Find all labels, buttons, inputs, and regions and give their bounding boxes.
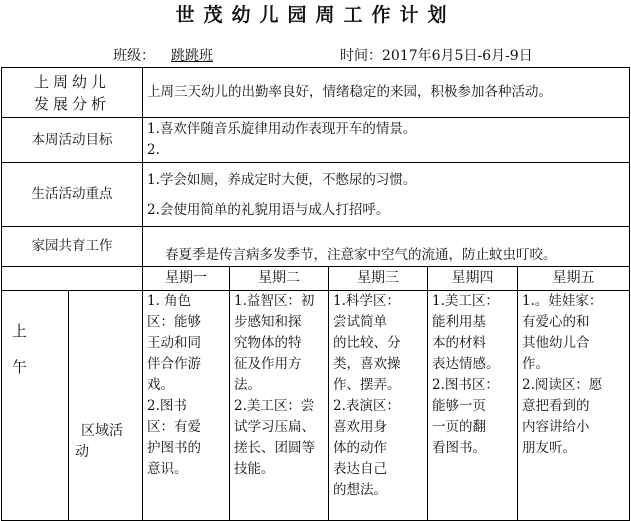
last-week-label-line1: 上周幼儿 xyxy=(34,72,111,91)
life-item: 1.学会如厕，养成定时大便，不憋尿的习惯。 xyxy=(147,171,417,188)
class-label: 班级： xyxy=(113,48,155,64)
day-monday: 星期一 xyxy=(143,267,230,291)
area-line1: 区域活 xyxy=(81,423,123,439)
home-content: 春夏季是传言病多发季节，注意家中空气的流通，防止蚊虫叮咬。 xyxy=(143,227,630,267)
row-days xyxy=(2,267,630,291)
cell-tuesday-text: 1.益智区：初 步感知和探 究物体的特 征及作用方 法。 2.美工区：尝 试学习压扁、 搓长、团圆等 技能。 xyxy=(234,293,316,477)
last-week-label-line2: 发展分析 xyxy=(34,94,111,113)
days-corner xyxy=(2,267,143,291)
goals-content xyxy=(143,118,630,163)
day-tuesday: 星期二 xyxy=(230,267,329,291)
cell-thursday xyxy=(428,291,518,521)
row-morning-area xyxy=(2,291,630,521)
row-goals xyxy=(2,118,630,163)
goal-item: 2. xyxy=(147,142,160,158)
last-week-label xyxy=(2,68,143,118)
life-item: 2.会使用简单的礼貌用语与成人打招呼。 xyxy=(147,201,390,218)
cell-monday-text: 1. 角色 区：能够 王动和同 伴合作游 戏。 2.图书 区：有爱 护图书的 意识。 xyxy=(147,293,202,477)
life-label: 生活活动重点 xyxy=(2,163,143,227)
area-activity-label xyxy=(69,291,143,521)
cell-friday-text: 1.。娃娃家： 有爱心的和 其他幼儿合 作。 2.阅读区：愿 意把看到的 内容讲给小 朋友听。 xyxy=(522,293,603,456)
date-range: 时间：2017年6月5日-6月-9日 xyxy=(340,48,533,64)
row-life xyxy=(2,163,630,227)
cell-tuesday xyxy=(230,291,329,521)
cell-wednesday-text: 1.科学区： 尝试简单 的比较、分 类，喜欢操 作、摆弄。 2.表演区： 喜欢用身 体的动作 表达自己 的想法。 xyxy=(333,293,401,498)
row-home xyxy=(2,227,630,267)
last-week-content: 上周三天幼儿的出勤率良好，情绪稳定的来园，积极参加各种活动。 xyxy=(143,68,630,118)
cell-monday xyxy=(143,291,230,521)
period-line2: 午 xyxy=(12,358,28,376)
area-line2: 动 xyxy=(75,444,89,460)
day-thursday: 星期四 xyxy=(428,267,518,291)
period-morning xyxy=(2,291,69,521)
period-line1: 上 xyxy=(12,322,28,340)
goal-item: 1.喜欢伴随音乐旋律用动作表现开车的情景。 xyxy=(147,121,417,137)
document-title: 世茂幼儿园周工作计划 xyxy=(175,4,456,26)
class-name: 跳跳班 xyxy=(171,48,213,64)
home-label: 家园共育工作 xyxy=(2,227,143,267)
cell-wednesday xyxy=(329,291,428,521)
weekly-plan-table xyxy=(1,67,630,521)
day-friday: 星期五 xyxy=(518,267,630,291)
life-content xyxy=(143,163,630,227)
day-wednesday: 星期三 xyxy=(329,267,428,291)
cell-friday xyxy=(518,291,630,521)
goals-label: 本周活动目标 xyxy=(2,118,143,163)
cell-thursday-text: 1.美工区： 能利用基 本的材料 表达情感。 2.图书区： 能够一页 一页的翻 看图书。 xyxy=(432,293,500,456)
row-last-week xyxy=(2,68,630,118)
